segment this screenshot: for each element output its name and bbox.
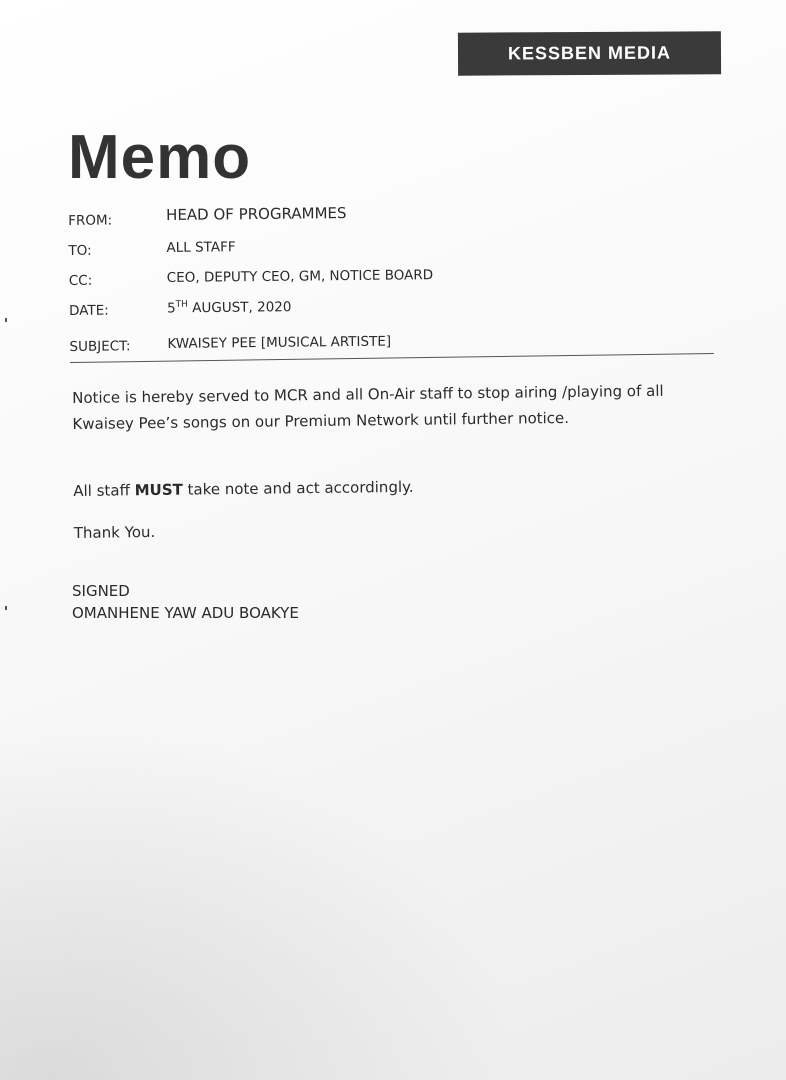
signed-label: SIGNED	[72, 582, 130, 600]
date-suffix: TH	[175, 299, 188, 310]
from-label: FROM:	[68, 212, 113, 229]
date-value	[167, 299, 292, 317]
brand-banner: KESSBEN MEDIA	[458, 31, 721, 75]
date-day: 5	[167, 300, 176, 317]
must-before: All staff	[73, 481, 135, 500]
signature-block	[72, 580, 299, 624]
paper-shadow	[0, 720, 520, 1080]
margin-mark	[5, 606, 7, 610]
date-rest: AUGUST, 2020	[187, 299, 292, 317]
memo-body	[72, 377, 712, 542]
margin-mark	[5, 318, 7, 322]
from-value: HEAD OF PROGRAMMES	[166, 204, 347, 224]
signer-name: OMANHENE YAW ADU BOAKYE	[72, 604, 299, 622]
must-after: take note and act accordingly.	[182, 477, 414, 499]
subject-value: KWAISEY PEE [MUSICAL ARTISTE]	[167, 333, 392, 352]
cc-label: CC:	[68, 272, 93, 289]
thanks-paragraph: Thank You.	[73, 522, 156, 542]
cc-value: CEO, DEPUTY CEO, GM, NOTICE BOARD	[166, 267, 434, 286]
memo-fields	[66, 198, 718, 361]
must-bold: MUST	[134, 480, 183, 500]
memo-title: Memo	[68, 123, 252, 192]
date-label: DATE:	[69, 302, 109, 319]
to-value: ALL STAFF	[166, 239, 236, 256]
subject-label: SUBJECT:	[69, 338, 131, 355]
must-paragraph	[73, 474, 414, 504]
notice-paragraph: Notice is hereby served to MCR and all On-Air staff to stop airing /playing of all Kwaisey Pee’s songs on our Premium Network until further notice.	[72, 381, 664, 433]
to-label: TO:	[68, 242, 92, 259]
